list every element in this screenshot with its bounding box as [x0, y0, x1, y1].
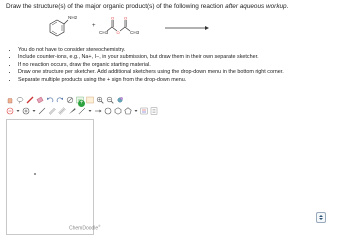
question-suffix: .	[286, 3, 289, 10]
text-icon[interactable]	[140, 107, 148, 115]
instruction-item: • Separate multiple products using the + sign from the drop-down menu.	[18, 77, 284, 84]
zoom-out-icon[interactable]	[86, 96, 94, 104]
erase-icon[interactable]	[36, 96, 44, 104]
arrow-head	[205, 26, 209, 30]
acetic-ch3-right: CH3	[130, 30, 140, 35]
question-prefix: Draw the structure(s) of the major organic product(s) of the following reaction	[6, 3, 226, 10]
hexagon-icon[interactable]	[114, 107, 122, 115]
charge-icon[interactable]	[6, 107, 14, 115]
reaction-scheme	[0, 14, 350, 44]
single-bond-icon[interactable]	[38, 107, 46, 115]
question-text	[6, 3, 288, 10]
ring-icon[interactable]	[106, 96, 114, 104]
reaction-drawing	[0, 14, 350, 44]
element-icon[interactable]	[150, 107, 158, 115]
chemdoodle-brand-text: ChemDoodle	[69, 225, 99, 232]
canvas-cursor-dot	[34, 173, 36, 175]
instruction-list	[10, 47, 284, 84]
shape-dropdown-icon[interactable]	[134, 107, 138, 115]
bridge-o: O	[116, 30, 120, 35]
bond-dropdown-icon[interactable]	[88, 107, 92, 115]
instruction-item: • You do not have to consider stereochemistry.	[18, 47, 284, 54]
charge-dropdown-icon[interactable]	[16, 107, 20, 115]
atom-plus-icon[interactable]	[22, 107, 30, 115]
template-icon[interactable]	[116, 96, 124, 104]
amine-label: NH2	[68, 15, 78, 20]
atom-dropdown-icon[interactable]	[32, 107, 36, 115]
chevron-updown-icon	[318, 214, 324, 221]
lasso-icon[interactable]	[16, 96, 24, 104]
wedge-icon[interactable]	[68, 107, 76, 115]
redo-icon[interactable]	[56, 96, 64, 104]
arrow-icon[interactable]	[94, 107, 102, 115]
circle-icon[interactable]	[104, 107, 112, 115]
add-plus-icon[interactable]: +	[79, 100, 84, 106]
chemdoodle-brand: ChemDoodle®	[69, 224, 101, 232]
drawing-canvas[interactable]	[6, 119, 101, 235]
pencil-icon[interactable]	[26, 96, 34, 104]
carbonyl-o-2: O	[124, 15, 128, 21]
sketcher-toolbar	[6, 95, 156, 117]
hand-icon[interactable]	[6, 96, 14, 104]
pentagon-icon[interactable]	[124, 107, 132, 115]
chemdoodle-sketcher	[6, 95, 156, 241]
acetic-ch3-left: CH3	[99, 30, 109, 35]
triple-bond-icon[interactable]	[58, 107, 66, 115]
instruction-item: • If no reaction occurs, draw the organic starting material.	[18, 62, 284, 69]
center-icon[interactable]	[96, 96, 104, 104]
plus-sign: +	[92, 23, 96, 29]
toolbar-row-1	[6, 95, 124, 105]
double-bond-icon[interactable]	[48, 107, 56, 115]
undo-icon[interactable]	[46, 96, 54, 104]
instruction-item: • Draw one structure per sketcher. Add additional sketchers using the drop-down menu in the bottom right corner.	[18, 69, 284, 76]
anhydride-bond-3	[120, 27, 125, 31]
add-sketcher-dropdown[interactable]	[316, 212, 326, 223]
c-n-bond	[64, 20, 68, 24]
carbonyl-o-1: O	[111, 15, 115, 21]
question-emphasis: after aqueous workup	[225, 3, 287, 10]
instruction-item: • Include counter-ions, e.g., Na+, I−, in your submission, but draw them in their own separate sketcher.	[18, 54, 284, 61]
clear-icon[interactable]	[66, 96, 74, 104]
hash-icon[interactable]	[78, 107, 86, 115]
toolbar-row-2	[6, 106, 158, 116]
